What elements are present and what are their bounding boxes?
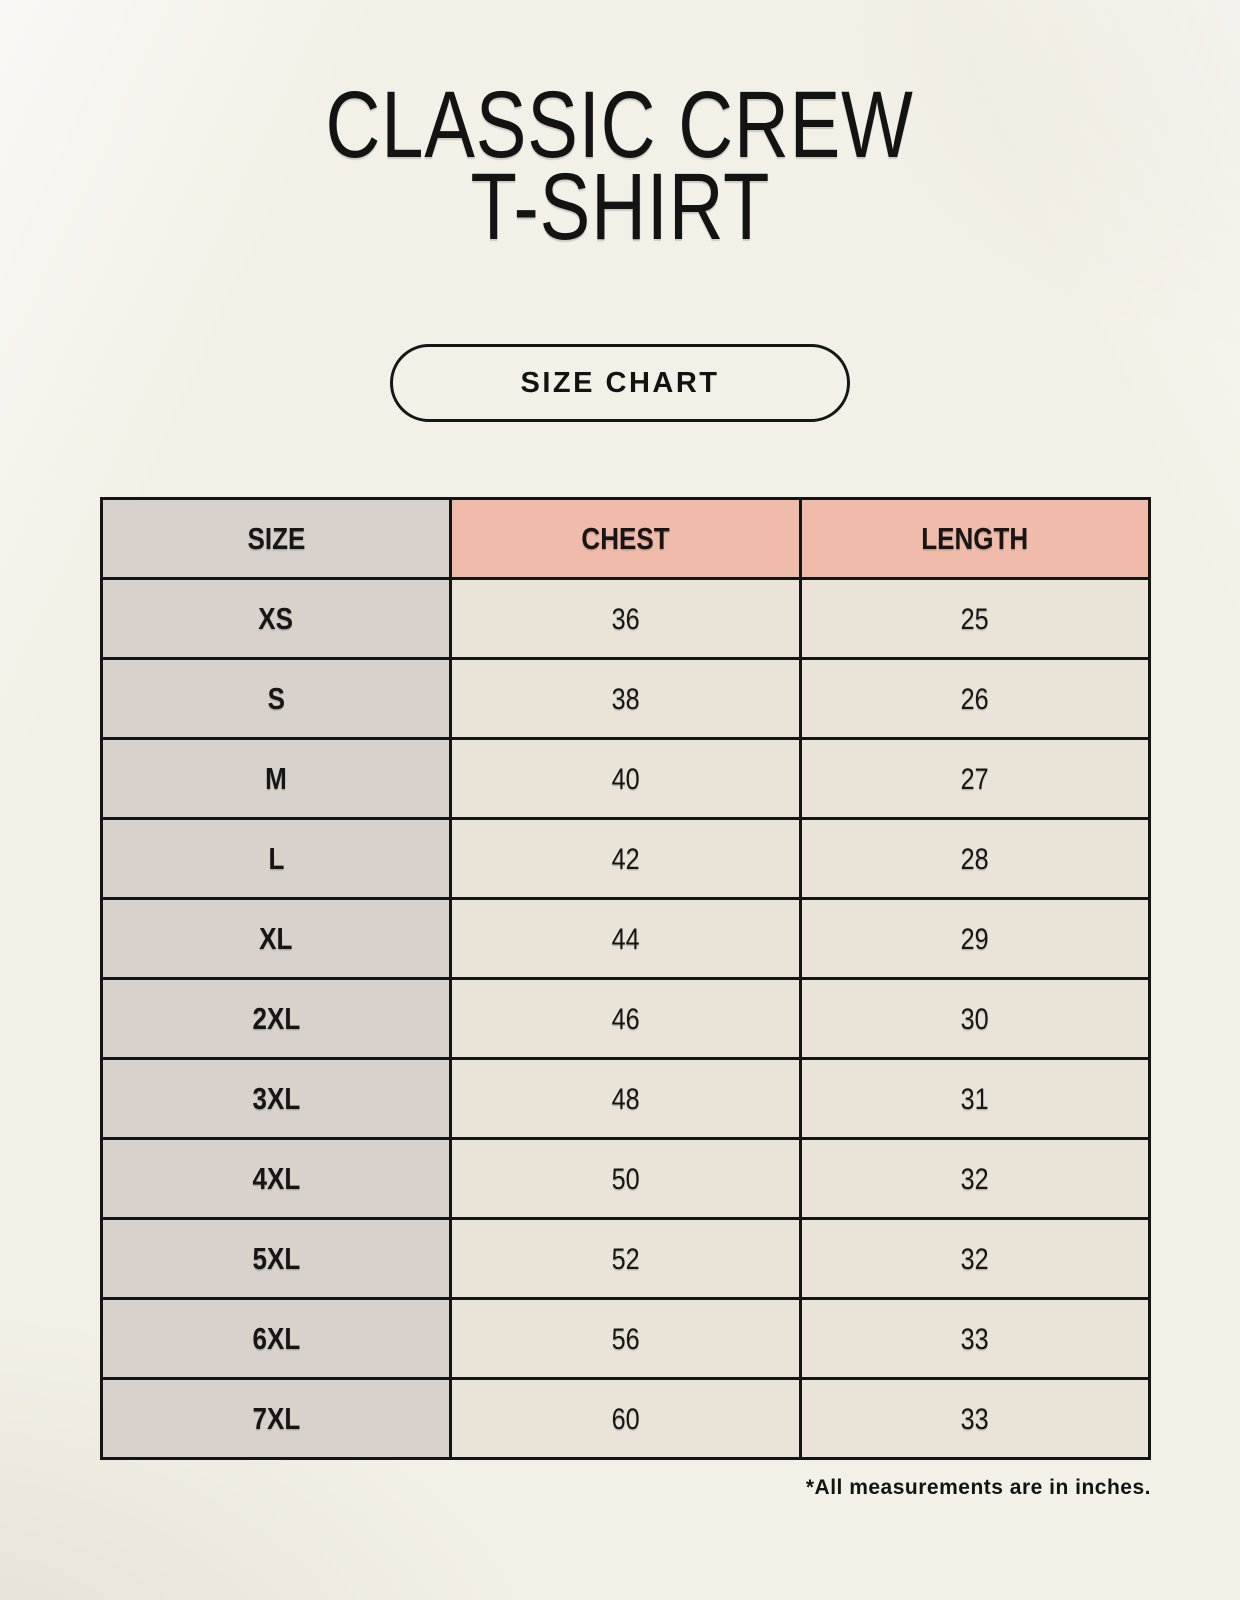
length-cell xyxy=(800,579,1149,659)
length-cell xyxy=(800,739,1149,819)
cell-text: 31 xyxy=(960,1082,989,1116)
cell-text: 46 xyxy=(611,1002,640,1036)
cell-text: 32 xyxy=(960,1162,989,1196)
table-row xyxy=(102,1379,1150,1459)
length-cell xyxy=(800,1219,1149,1299)
chest-column-header xyxy=(451,499,800,579)
chest-cell xyxy=(451,979,800,1059)
length-cell xyxy=(800,819,1149,899)
size-column-header xyxy=(102,499,451,579)
length-column-header xyxy=(800,499,1149,579)
chest-cell xyxy=(451,739,800,819)
table-row xyxy=(102,819,1150,899)
table-row xyxy=(102,899,1150,979)
size-cell xyxy=(102,1059,451,1139)
cell-text: 26 xyxy=(960,682,989,716)
size-cell xyxy=(102,1139,451,1219)
size-chart-badge-label: SIZE CHART xyxy=(520,366,720,399)
cell-text: 60 xyxy=(611,1402,640,1436)
measurements-footnote: *All measurements are in inches. xyxy=(805,1476,1151,1499)
size-cell xyxy=(102,739,451,819)
length-cell xyxy=(800,979,1149,1059)
size-table-container xyxy=(100,497,1151,1460)
cell-text: 5XL xyxy=(252,1240,301,1276)
cell-text: 28 xyxy=(960,842,989,876)
cell-text: 4XL xyxy=(252,1160,301,1196)
cell-text: 44 xyxy=(611,922,640,956)
cell-text: L xyxy=(268,840,285,876)
cell-text: M xyxy=(265,760,288,796)
chest-cell xyxy=(451,1059,800,1139)
size-cell xyxy=(102,819,451,899)
table-row xyxy=(102,1139,1150,1219)
table-row xyxy=(102,1219,1150,1299)
size-cell xyxy=(102,1219,451,1299)
cell-text: 30 xyxy=(960,1002,989,1036)
table-row xyxy=(102,1059,1150,1139)
table-row xyxy=(102,659,1150,739)
header-text: LENGTH xyxy=(921,520,1029,556)
size-cell xyxy=(102,579,451,659)
size-cell xyxy=(102,1379,451,1459)
cell-text: 50 xyxy=(611,1162,640,1196)
cell-text: 56 xyxy=(611,1322,640,1356)
chest-cell xyxy=(451,1379,800,1459)
cell-text: 32 xyxy=(960,1242,989,1276)
table-row xyxy=(102,979,1150,1059)
size-table xyxy=(100,497,1151,1460)
cell-text: 3XL xyxy=(252,1080,301,1116)
cell-text: XS xyxy=(258,600,294,636)
page-title-line1: CLASSIC CREW xyxy=(325,72,915,178)
chest-cell xyxy=(451,1139,800,1219)
length-cell xyxy=(800,899,1149,979)
chest-cell xyxy=(451,1219,800,1299)
page-title-line2: T-SHIRT xyxy=(470,154,770,260)
chest-cell xyxy=(451,899,800,979)
cell-text: 52 xyxy=(611,1242,640,1276)
cell-text: 25 xyxy=(960,602,989,636)
header-text: SIZE xyxy=(247,520,306,556)
cell-text: S xyxy=(267,680,285,716)
header-text: CHEST xyxy=(581,520,670,556)
cell-text: 7XL xyxy=(252,1400,301,1436)
chest-cell xyxy=(451,659,800,739)
chest-cell xyxy=(451,579,800,659)
table-row xyxy=(102,579,1150,659)
chest-cell xyxy=(451,819,800,899)
cell-text: XL xyxy=(259,920,293,956)
size-cell xyxy=(102,1299,451,1379)
cell-text: 2XL xyxy=(252,1000,301,1036)
cell-text: 38 xyxy=(611,682,640,716)
cell-text: 48 xyxy=(611,1082,640,1116)
length-cell xyxy=(800,1299,1149,1379)
cell-text: 33 xyxy=(960,1402,989,1436)
cell-text: 6XL xyxy=(252,1320,301,1356)
size-cell xyxy=(102,659,451,739)
size-table-header xyxy=(102,499,1150,579)
length-cell xyxy=(800,659,1149,739)
length-cell xyxy=(800,1379,1149,1459)
header-row xyxy=(102,499,1150,579)
cell-text: 33 xyxy=(960,1322,989,1356)
chest-cell xyxy=(451,1299,800,1379)
size-table-body xyxy=(102,579,1150,1459)
cell-text: 36 xyxy=(611,602,640,636)
size-chart-badge[interactable] xyxy=(390,344,850,422)
table-row xyxy=(102,1299,1150,1379)
cell-text: 29 xyxy=(960,922,989,956)
cell-text: 27 xyxy=(960,762,989,796)
cell-text: 42 xyxy=(611,842,640,876)
length-cell xyxy=(800,1059,1149,1139)
length-cell xyxy=(800,1139,1149,1219)
page-title xyxy=(0,0,1240,260)
table-row xyxy=(102,739,1150,819)
cell-text: 40 xyxy=(611,762,640,796)
size-cell xyxy=(102,979,451,1059)
size-cell xyxy=(102,899,451,979)
